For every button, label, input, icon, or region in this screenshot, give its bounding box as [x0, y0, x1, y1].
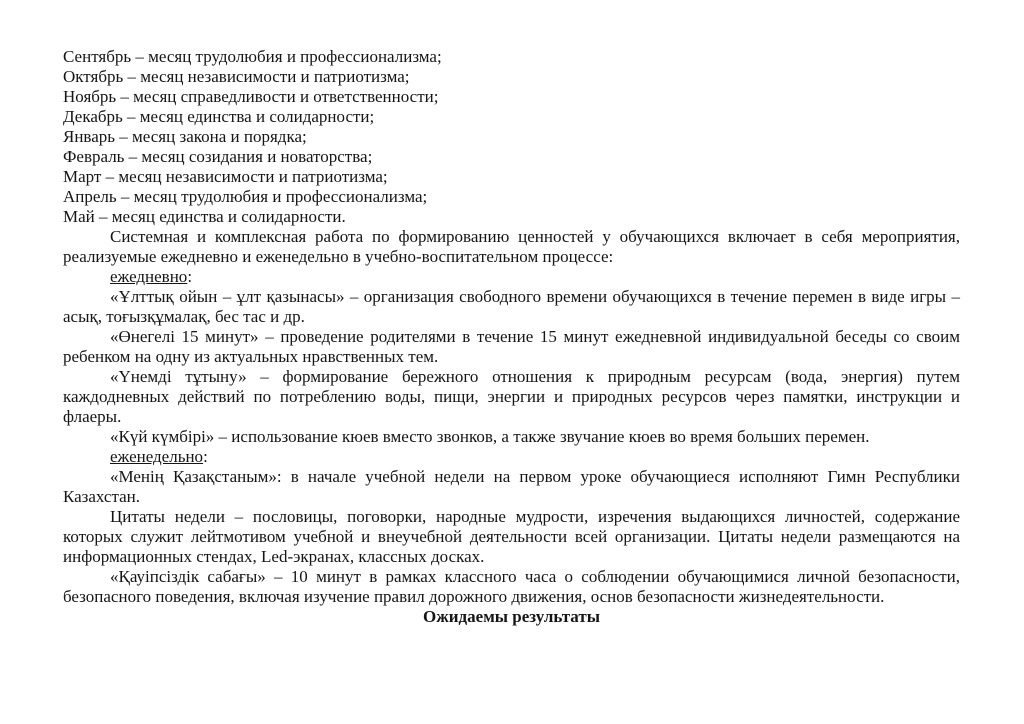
daily-item-thrifty-consumption: «Үнемді тұтыну» – формирование бережного отношения к природным ресурсам (вода, энергия) путем каждодневных действий по потреблению воды, пищи, энергии и природных ресурсов через памятки, инструкции и флаеры. — [63, 367, 960, 426]
month-line-march: Март – месяц независимости и патриотизма; — [63, 167, 388, 186]
weekly-section-label — [63, 447, 960, 467]
month-line-january: Январь – месяц закона и порядка; — [63, 127, 307, 146]
weekly-label-word: еженедельно — [110, 447, 204, 466]
daily-item-national-games: «Ұлттық ойын – ұлт қазынасы» – организация свободного времени обучающихся в течение перемен в виде игры – асық, тоғызқұмалақ, бес тас и др. — [63, 287, 960, 326]
weekly-item-quotes: Цитаты недели – пословицы, поговорки, народные мудрости, изречения выдающихся личностей, содержание которых служит лейтмотивом учебной и внеучебной деятельности всей организации. Цитаты недели размещаются на информационных стендах, Led-экранах, классных досках. — [63, 507, 960, 566]
month-line-april: Апрель – месяц трудолюбия и профессионализма; — [63, 187, 428, 206]
daily-label-colon: : — [187, 267, 193, 286]
weekly-item-safety-lesson: «Қауіпсіздік сабағы» – 10 минут в рамках классного часа о соблюдении обучающимися личной безопасности, безопасного поведения, включая изучение правил дорожного движения, основ безопасности жизнедеятельности. — [63, 567, 960, 606]
daily-item-15-minutes: «Өнегелі 15 минут» – проведение родителями в течение 15 минут ежедневной индивидуальной беседы со своим ребенком на одну из актуальных нравственных тем. — [63, 327, 960, 366]
month-line-may: Май – месяц единства и солидарности. — [63, 207, 346, 226]
daily-item-kui-kumbiri: «Күй күмбірі» – использование кюев вместо звонков, а также звучание кюев во время больших перемен. — [110, 427, 870, 446]
daily-label-word: ежедневно — [110, 267, 188, 286]
expected-results-heading: Ожидаемы результаты — [423, 607, 600, 626]
month-line-september: Сентябрь – месяц трудолюбия и профессионализма; — [63, 47, 442, 66]
month-line-november: Ноябрь – месяц справедливости и ответственности; — [63, 87, 439, 106]
month-line-october: Октябрь – месяц независимости и патриотизма; — [63, 67, 410, 86]
month-line-december: Декабрь – месяц единства и солидарности; — [63, 107, 375, 126]
weekly-label-colon: : — [203, 447, 208, 466]
month-line-february: Февраль – месяц созидания и новаторства; — [63, 147, 373, 166]
weekly-item-anthem: «Менің Қазақстаным»: в начале учебной недели на первом уроке обучающиеся исполняют Гимн Республики Казахстан. — [63, 467, 960, 506]
intro-paragraph: Системная и комплексная работа по формированию ценностей у обучающихся включает в себя мероприятия, реализуемые ежедневно и еженедельно в учебно-воспитательном процессе: — [63, 227, 960, 266]
daily-section-label — [63, 267, 960, 287]
